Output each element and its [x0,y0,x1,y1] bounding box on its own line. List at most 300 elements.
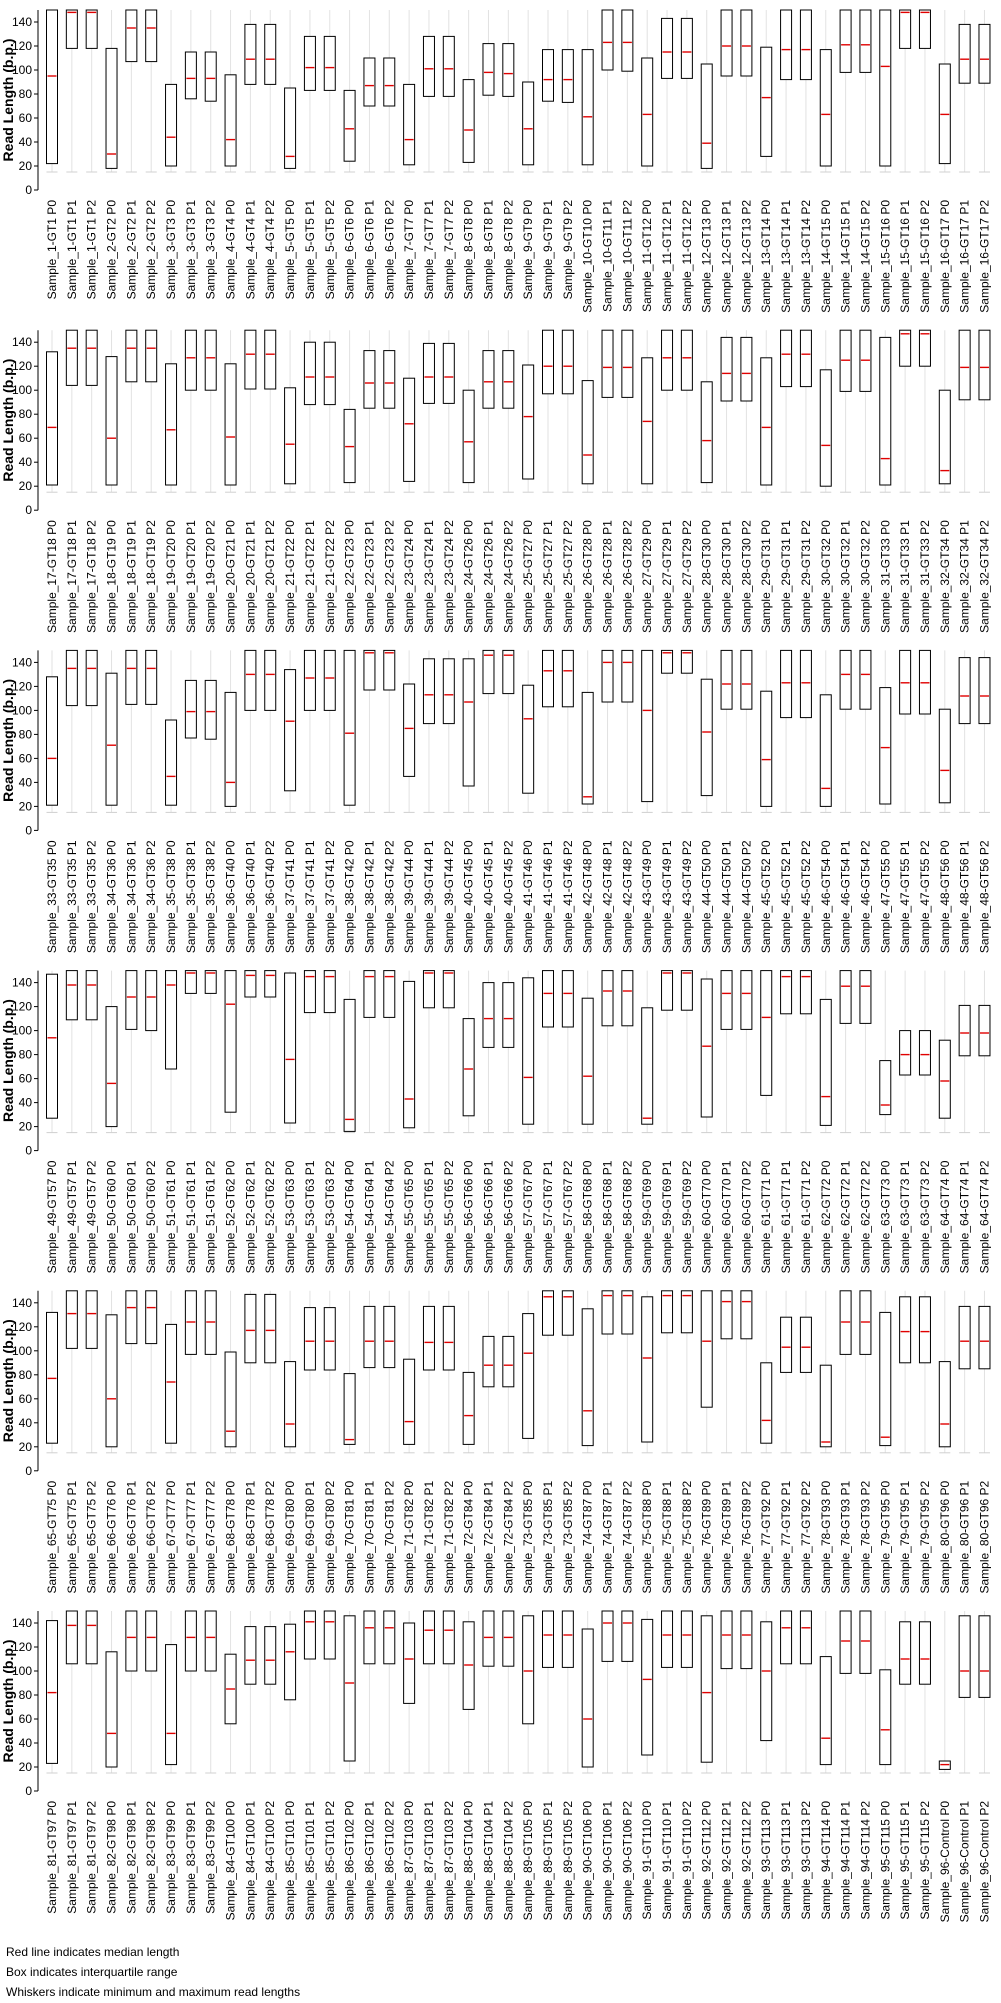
box [443,659,454,724]
box [106,357,117,485]
y-tick-label: 100 [11,1023,32,1038]
x-tick-label: Sample_11-GT12 P0 [640,200,655,312]
x-tick-label: Sample_29-GT31 P2 [798,520,813,633]
x-tick-label: Sample_49-GT57 P0 [45,1160,59,1274]
x-tick-label: Sample_29-GT31 P0 [759,520,774,633]
x-tick-label: Sample_85-GT101 P1 [302,1801,317,1921]
y-tick-label: 80 [18,87,32,101]
y-tick-label: 100 [11,1664,32,1678]
box [106,1007,117,1127]
x-tick-label: Sample_15-GT16 P1 [898,200,913,313]
box [900,10,911,48]
box [662,18,673,78]
x-tick-label: Sample_89-GT105 P2 [560,1801,575,1921]
box [662,1291,673,1333]
box [126,971,137,1030]
x-tick-label: Sample_23-GT24 P1 [421,520,436,633]
box [384,1611,395,1664]
x-tick-label: Sample_77-GT92 P2 [798,1480,813,1594]
x-tick-label: Sample_12-GT13 P0 [699,200,714,313]
box [225,692,236,806]
x-tick-label: Sample_89-GT105 P1 [541,1801,555,1921]
x-tick-label: Sample_55-GT65 P1 [421,1160,436,1274]
x-tick-label: Sample_63-GT73 P1 [898,1160,913,1274]
box [205,330,216,390]
y-tick-label: 120 [11,679,32,694]
x-tick-label: Sample_96-Control P0 [937,1801,952,1923]
x-tick-label: Sample_42-GT48 P0 [580,840,595,954]
box [662,971,673,1011]
x-tick-label: Sample_29-GT31 P1 [779,520,794,633]
y-tick-label: 20 [18,479,32,494]
x-tick-label: Sample_91-GT110 P2 [679,1801,694,1920]
box [681,1291,692,1333]
box [840,971,851,1024]
box [979,330,990,400]
x-tick-label: Sample_25-GT27 P2 [560,520,575,633]
y-tick-label: 0 [25,1143,32,1158]
x-tick-label: Sample_91-GT110 P0 [640,1801,655,1920]
box [761,1363,772,1443]
x-tick-label: Sample_8-GT8 P0 [461,200,476,300]
x-tick-label: Sample_35-GT38 P2 [203,840,218,954]
box [662,1611,673,1667]
box [939,1040,950,1118]
x-tick-label: Sample_93-GT113 P1 [779,1801,794,1920]
box [443,1306,454,1370]
box [126,330,137,382]
box [622,650,633,702]
box [146,330,157,382]
x-tick-label: Sample_82-GT98 P2 [144,1801,159,1914]
x-tick-label: Sample_79-GT95 P0 [878,1480,893,1594]
box [959,1005,970,1055]
y-tick-label: 80 [18,1047,32,1062]
box [225,364,236,485]
y-tick-label: 20 [18,159,32,173]
box [800,330,811,386]
box [503,351,514,409]
box [404,378,415,481]
x-tick-label: Sample_22-GT23 P1 [362,520,377,633]
box [820,1657,831,1765]
box [205,1611,216,1671]
box [523,1314,534,1439]
x-tick-label: Sample_57-GT67 P1 [541,1160,555,1274]
y-tick-label: 80 [18,407,32,422]
x-tick-label: Sample_56-GT66 P0 [461,1160,476,1274]
x-tick-label: Sample_83-GT99 P1 [183,1801,198,1914]
x-tick-label: Sample_20-GT21 P0 [223,520,238,633]
x-tick-label: Sample_91-GT110 P1 [660,1801,675,1920]
box [423,1306,434,1370]
box [781,1317,792,1372]
x-tick-label: Sample_24-GT26 P1 [481,520,496,633]
box [245,330,256,389]
box [701,382,712,483]
x-tick-label: Sample_59-GT69 P0 [640,1160,655,1274]
x-tick-label: Sample_36-GT40 P2 [263,840,278,954]
box [146,10,157,62]
x-tick-label: Sample_53-GT63 P2 [322,1160,337,1274]
box [404,1623,415,1703]
box [47,10,58,164]
x-tick-label: Sample_27-GT29 P2 [679,520,694,633]
y-tick-label: 80 [18,1367,32,1382]
x-tick-label: Sample_9-GT9 P1 [541,200,555,300]
x-tick-label: Sample_2-GT2 P1 [124,200,139,300]
y-axis-title: Read Length (b.p.) [0,38,16,162]
x-tick-label: Sample_3-GT3 P1 [183,200,198,300]
x-tick-label: Sample_17-GT18 P2 [84,520,99,633]
y-tick-label: 120 [11,359,32,374]
x-tick-label: Sample_8-GT8 P2 [501,200,516,300]
x-tick-label: Sample_48-GT56 P2 [977,840,992,954]
x-tick-label: Sample_10-GT11 P2 [620,200,635,312]
x-tick-label: Sample_58-GT68 P1 [600,1160,615,1274]
x-tick-label: Sample_11-GT12 P2 [679,200,694,312]
x-tick-label: Sample_22-GT23 P0 [342,520,357,633]
x-tick-label: Sample_73-GT85 P2 [560,1480,575,1594]
box [364,650,375,690]
box [919,10,930,48]
box [285,388,296,484]
box [166,1324,177,1443]
x-tick-label: Sample_70-GT81 P2 [382,1480,397,1594]
box [662,330,673,390]
x-tick-label: Sample_61-GT71 P1 [779,1160,794,1274]
x-tick-label: Sample_39-GT44 P2 [441,840,456,954]
x-tick-label: Sample_93-GT113 P2 [798,1801,813,1920]
x-tick-label: Sample_38-GT42 P1 [362,840,377,954]
x-tick-label: Sample_92-GT112 P1 [719,1801,734,1920]
box [582,50,593,165]
x-tick-label: Sample_25-GT27 P0 [521,520,536,633]
x-tick-label: Sample_33-GT35 P2 [84,840,99,954]
box [503,44,514,97]
x-tick-label: Sample_83-GT99 P2 [203,1801,218,1914]
x-tick-label: Sample_5-GT5 P0 [283,200,298,300]
box [681,971,692,1011]
x-tick-label: Sample_72-GT84 P1 [481,1480,496,1594]
x-tick-label: Sample_71-GT82 P1 [421,1480,436,1594]
x-tick-label: Sample_3-GT3 P0 [164,200,179,300]
x-tick-label: Sample_94-GT114 P1 [838,1801,853,1920]
x-tick-label: Sample_4-GT4 P1 [243,200,258,300]
box [840,650,851,709]
box [285,1362,296,1447]
x-tick-label: Sample_7-GT7 P1 [421,200,436,300]
x-tick-label: Sample_6-GT6 P2 [382,200,397,300]
x-tick-label: Sample_90-GT106 P2 [620,1801,635,1921]
box [959,1306,970,1368]
x-tick-label: Sample_90-GT106 P1 [600,1801,615,1921]
box [543,971,554,1027]
y-tick-label: 60 [18,751,32,766]
x-tick-label: Sample_31-GT33 P0 [878,520,893,633]
box [662,650,673,673]
box [423,971,434,1008]
box [602,1291,613,1334]
y-tick-label: 100 [11,383,32,398]
box [979,1616,990,1698]
box [443,36,454,96]
box [959,658,970,724]
box [166,720,177,805]
x-tick-label: Sample_14-GT15 P2 [858,200,873,313]
y-tick-label: 80 [18,727,32,742]
x-tick-label: Sample_64-GT74 P1 [957,1160,972,1274]
x-tick-label: Sample_88-GT104 P2 [501,1801,516,1921]
box [721,10,732,76]
x-tick-label: Sample_58-GT68 P0 [580,1160,595,1274]
box [721,337,732,401]
box [622,1611,633,1661]
box [185,971,196,994]
x-tick-label: Sample_32-GT34 P0 [937,520,952,633]
y-tick-label: 120 [11,999,32,1014]
x-tick-label: Sample_5-GT5 P2 [322,200,337,300]
x-tick-label: Sample_62-GT72 P1 [838,1160,853,1274]
box [146,971,157,1031]
x-tick-label: Sample_95-GT115 P1 [898,1801,913,1920]
x-tick-label: Sample_14-GT15 P0 [818,200,833,313]
x-tick-label: Sample_94-GT114 P2 [858,1801,873,1920]
x-tick-label: Sample_87-GT103 P0 [402,1801,417,1921]
y-tick-label: 20 [18,799,32,814]
box [721,971,732,1030]
x-tick-label: Sample_77-GT92 P1 [779,1480,794,1594]
x-tick-label: Sample_86-GT102 P0 [342,1801,357,1921]
x-tick-label: Sample_89-GT105 P0 [521,1801,536,1921]
box [503,1336,514,1386]
box [523,685,534,793]
x-tick-label: Sample_6-GT6 P0 [342,200,357,300]
box [364,351,375,409]
x-tick-label: Sample_66-GT76 P0 [104,1480,119,1594]
x-tick-label: Sample_79-GT95 P2 [917,1480,932,1594]
box [523,82,534,165]
x-tick-label: Sample_49-GT57 P2 [84,1160,99,1274]
x-tick-label: Sample_13-GT14 P2 [798,200,813,313]
box [66,1291,77,1349]
box [681,18,692,78]
y-axis-title: Read Length (b.p.) [0,358,16,482]
y-axis-title: Read Length (b.p.) [0,999,16,1123]
x-tick-label: Sample_4-GT4 P0 [223,200,238,300]
box [642,1297,653,1442]
x-tick-label: Sample_69-GT80 P2 [322,1480,337,1594]
note-median: Red line indicates median length [6,1945,180,1959]
x-tick-label: Sample_85-GT101 P2 [322,1801,337,1921]
x-tick-label: Sample_69-GT80 P0 [283,1480,298,1594]
note-box: Box indicates interquartile range [6,1965,178,1979]
y-tick-label: 40 [18,1415,32,1430]
x-tick-label: Sample_70-GT81 P0 [342,1480,357,1594]
box [86,10,97,48]
y-tick-label: 40 [18,775,32,790]
x-tick-label: Sample_61-GT71 P0 [759,1160,774,1274]
y-tick-label: 60 [18,1071,32,1086]
box [304,342,315,404]
x-tick-label: Sample_21-GT22 P2 [322,520,337,633]
box [880,337,891,485]
x-tick-label: Sample_80-GT96 P1 [957,1480,972,1594]
x-tick-label: Sample_80-GT96 P0 [937,1480,952,1594]
box [304,1308,315,1370]
x-tick-label: Sample_35-GT38 P0 [164,840,179,954]
x-tick-label: Sample_75-GT88 P1 [660,1480,675,1594]
box [900,1031,911,1075]
x-tick-label: Sample_16-GT17 P1 [957,200,972,313]
x-tick-label: Sample_67-GT77 P1 [183,1480,198,1594]
x-tick-label: Sample_43-GT49 P0 [640,840,655,954]
box [126,650,137,704]
box [622,1291,633,1334]
box [463,1019,474,1116]
box [324,36,335,90]
y-tick-label: 20 [18,1439,32,1454]
box [86,971,97,1020]
x-tick-label: Sample_19-GT20 P2 [203,520,218,633]
x-tick-label: Sample_44-GT50 P2 [739,840,754,954]
box [781,10,792,80]
box [245,650,256,710]
box [681,650,692,673]
box [681,1611,692,1667]
box [919,1297,930,1363]
x-tick-label: Sample_43-GT49 P2 [679,840,694,954]
box [562,50,573,103]
x-tick-label: Sample_83-GT99 P0 [164,1801,179,1914]
box [205,971,216,994]
x-tick-label: Sample_57-GT67 P2 [560,1160,575,1274]
box [47,974,58,1118]
x-tick-label: Sample_31-GT33 P1 [898,520,913,633]
x-tick-label: Sample_13-GT14 P0 [759,200,774,313]
x-tick-label: Sample_15-GT16 P2 [917,200,932,313]
x-tick-label: Sample_82-GT98 P0 [104,1801,119,1914]
x-tick-label: Sample_34-GT36 P0 [104,840,119,954]
x-tick-label: Sample_39-GT44 P0 [402,840,417,954]
x-tick-label: Sample_28-GT30 P2 [739,520,754,633]
x-tick-label: Sample_43-GT49 P1 [660,840,675,954]
box [701,1291,712,1407]
box [265,1294,276,1362]
x-tick-label: Sample_86-GT102 P1 [362,1801,377,1921]
note-whiskers: Whiskers indicate minimum and maximum read lengths [6,1985,301,1999]
box [463,390,474,482]
x-tick-label: Sample_81-GT97 P0 [45,1801,59,1914]
x-tick-label: Sample_96-Control P2 [977,1801,992,1923]
y-tick-label: 60 [18,431,32,446]
y-tick-label: 120 [11,1319,32,1334]
box [979,658,990,724]
x-tick-label: Sample_20-GT21 P1 [243,520,258,633]
x-tick-label: Sample_68-GT78 P2 [263,1480,278,1594]
box [622,10,633,71]
x-tick-label: Sample_18-GT19 P0 [104,520,119,633]
x-tick-label: Sample_76-GT89 P2 [739,1480,754,1594]
x-tick-label: Sample_23-GT24 P2 [441,520,456,633]
box [919,1031,930,1075]
x-tick-label: Sample_2-GT2 P0 [104,200,119,300]
x-tick-label: Sample_23-GT24 P0 [402,520,417,633]
x-tick-label: Sample_47-GT55 P0 [878,840,893,954]
box [840,10,851,72]
box [919,330,930,366]
box [820,1365,831,1447]
x-tick-label: Sample_52-GT62 P1 [243,1160,258,1274]
box [543,650,554,706]
x-tick-label: Sample_1-GT1 P1 [64,200,79,300]
box [503,983,514,1048]
box [285,670,296,791]
x-tick-label: Sample_72-GT84 P2 [501,1480,516,1594]
y-tick-label: 120 [11,39,32,53]
x-tick-label: Sample_68-GT78 P1 [243,1480,258,1594]
x-tick-label: Sample_34-GT36 P1 [124,840,139,954]
box [304,36,315,90]
box [741,1291,752,1339]
box [939,1362,950,1447]
box [741,1611,752,1669]
box [106,48,117,168]
box [741,650,752,709]
box [761,1622,772,1741]
x-tick-label: Sample_45-GT52 P2 [798,840,813,954]
x-tick-label: Sample_84-GT100 P1 [243,1801,258,1921]
box [304,650,315,710]
box [622,330,633,397]
x-tick-label: Sample_27-GT29 P1 [660,520,675,633]
y-tick-label: 140 [11,975,32,990]
x-tick-label: Sample_37-GT41 P2 [322,840,337,954]
x-tick-label: Sample_15-GT16 P0 [878,200,893,313]
x-tick-label: Sample_74-GT87 P0 [580,1480,595,1594]
x-tick-label: Sample_40-GT45 P1 [481,840,496,954]
box [483,1611,494,1666]
box [781,1611,792,1664]
box [185,330,196,390]
y-tick-label: 60 [18,111,32,125]
y-tick-label: 80 [18,1688,32,1702]
box [185,1611,196,1671]
box [47,352,58,485]
x-tick-label: Sample_45-GT52 P0 [759,840,774,954]
x-tick-label: Sample_22-GT23 P2 [382,520,397,633]
box [860,971,871,1024]
y-tick-label: 20 [18,1760,32,1774]
x-tick-label: Sample_96-Control P1 [957,1801,972,1923]
x-tick-label: Sample_41-GT46 P2 [560,840,575,954]
box [205,52,216,101]
x-tick-label: Sample_82-GT98 P1 [124,1801,139,1914]
x-tick-label: Sample_19-GT20 P0 [164,520,179,633]
x-tick-label: Sample_77-GT92 P0 [759,1480,774,1594]
y-tick-label: 100 [11,63,32,77]
x-tick-label: Sample_39-GT44 P1 [421,840,436,954]
x-tick-label: Sample_9-GT9 P2 [560,200,575,300]
box [959,330,970,400]
box [523,1616,534,1724]
box [245,1627,256,1685]
x-tick-label: Sample_62-GT72 P0 [818,1160,833,1274]
box [205,680,216,739]
box [741,10,752,76]
x-tick-label: Sample_48-GT56 P0 [937,840,952,954]
x-tick-label: Sample_95-GT115 P0 [878,1801,893,1920]
